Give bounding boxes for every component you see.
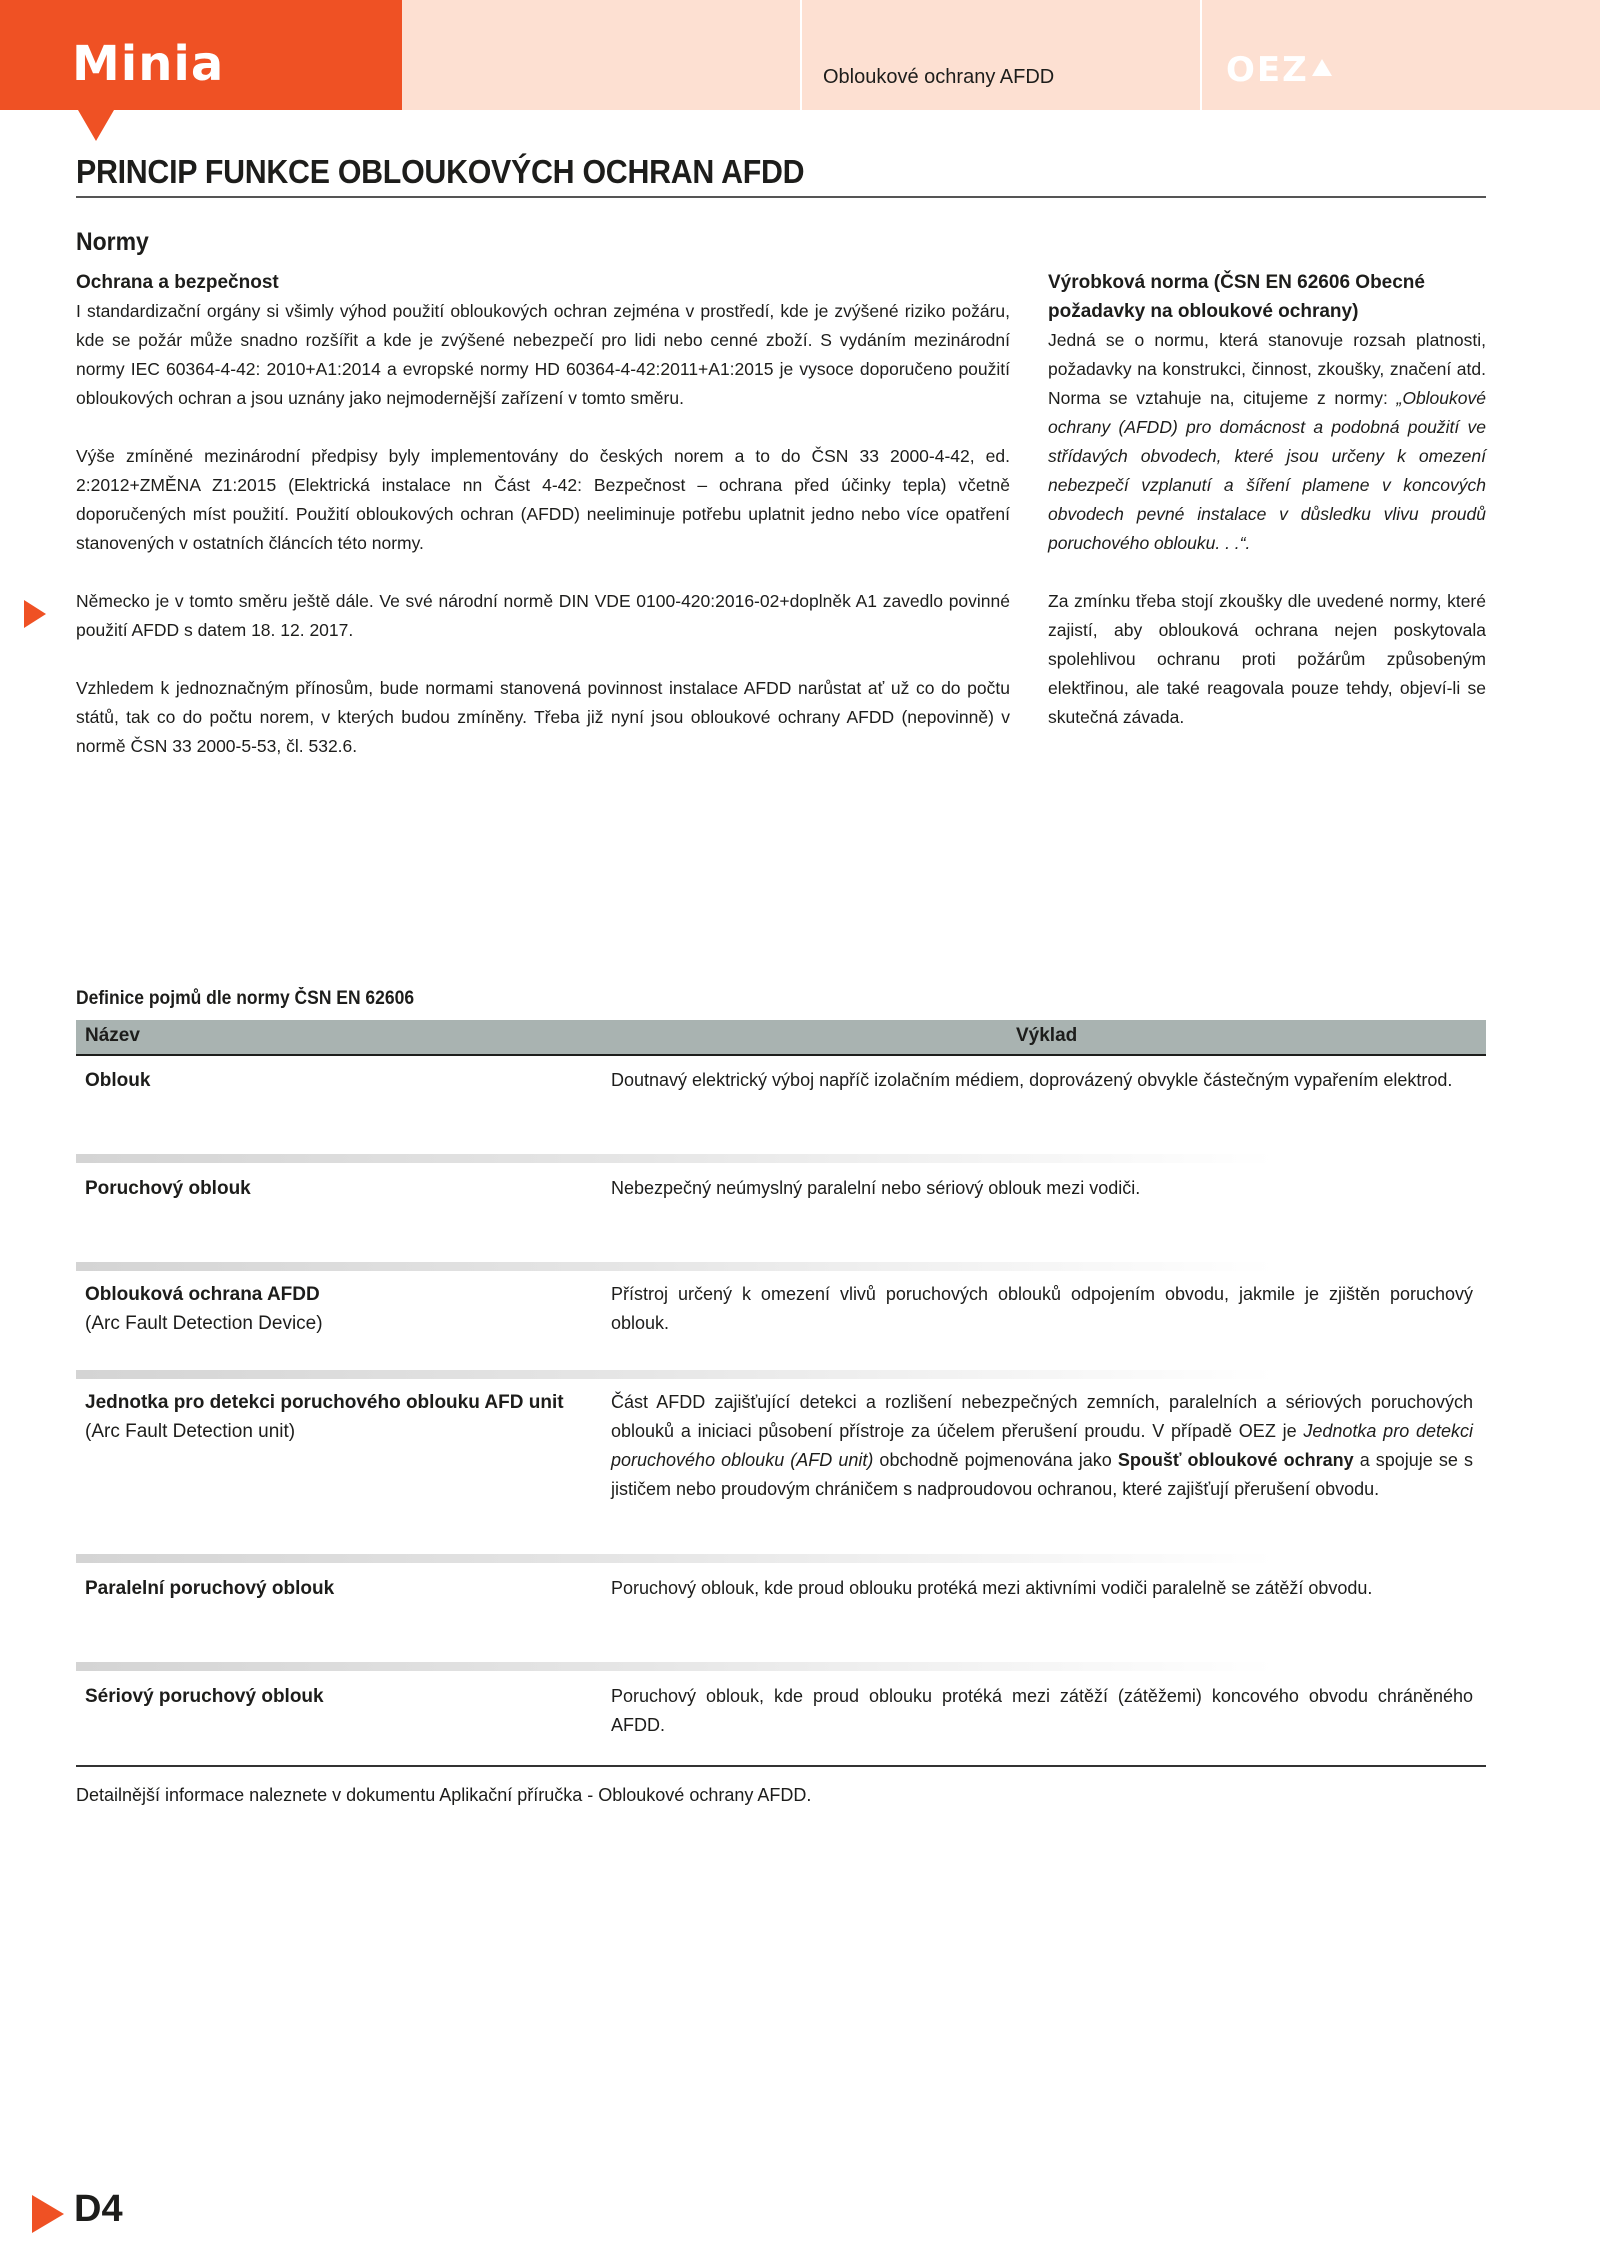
row-separator [76,1154,1486,1163]
table-cell-description: Nebezpečný neúmyslný paralelní nebo sériový oblouk mezi vodiči. [611,1178,1141,1198]
brand-title: Minia [72,36,225,92]
table-header-name: Název [85,1025,140,1046]
left-paragraph-1: I standardizační orgány si všimly výhod použití obloukových ochran zejména v prostředí, kde je zvýšené riziko požáru, kde se požár může snadno rozšířit a kde je zvýšené nebezpečí pro lidi nebo cenné zboží. S vydáním mezinárodní normy IEC 60364-4-42: 2010+A1:2014 a evropské normy HD 60364-4-42:2011+A1:2015 je vysoce doporučeno použití obloukových ochran a jsou uznány jako nejmodernější zařízení v tomto směru. [76,301,1010,408]
table-footnote: Detailnější informace naleznete v dokumentu Aplikační příručka - Obloukové ochrany AFDD. [76,1785,812,1805]
term-subtitle: (Arc Fault Detection unit) [85,1421,296,1442]
term-name: Paralelní poruchový oblouk [85,1578,335,1599]
page-header [0,0,1600,110]
description-part: obchodně pojmenována jako [873,1450,1118,1470]
right-subheading: Výrobková norma (ČSN EN 62606 Obecné požadavky na obloukové ochrany) [1048,272,1425,322]
term-subtitle: (Arc Fault Detection Device) [85,1313,323,1334]
term-name: Sériový poruchový oblouk [85,1686,324,1707]
term-name: Jednotka pro detekci poruchového oblouku AFD unit [85,1392,564,1413]
header-band-1 [402,0,800,110]
row-separator [76,1370,1486,1379]
right-paragraph-1-quote: „Obloukové ochrany (AFDD) pro domácnost a podobná použití ve střídavých obvodech, které jsou určeny k omezení nebezpečí vzplanutí a šíření plamene v koncových obvodech pevné instalace v důsledku vlivu proudů poruchového oblouku. . .“. [1048,388,1486,553]
term-name: Poruchový oblouk [85,1178,251,1199]
left-paragraph-3: Německo je v tomto směru ještě dále. Ve své národní normě DIN VDE 0100-420:2016-02+doplněk A1 zavedlo povinné použití AFDD s datem 18. 12. 2017. [76,591,1010,640]
table-cell-description: Přístroj určený k omezení vlivů poruchových oblouků odpojením obvodu, jakmile je zjištěn poruchový oblouk. [611,1284,1473,1333]
oez-logo-text: OEZ [1226,50,1309,90]
page-number: D4 [74,2188,123,2230]
header-band-2 [802,0,1200,110]
right-column [1048,268,1486,761]
oez-logo [1226,50,1332,90]
header-section-label: Obloukové ochrany AFDD [823,66,1055,88]
table-cell-name [85,1388,585,1446]
row-separator [76,1262,1486,1271]
table-cell-name [85,1574,585,1603]
table-cell-description: Poruchový oblouk, kde proud oblouku protéká mezi aktivními vodiči paralelně se zátěží obvodu. [611,1578,1373,1598]
term-name: Oblouková ochrana AFDD [85,1284,320,1305]
term-name: Oblouk [85,1070,151,1091]
table-header [76,1020,1486,1056]
left-column [76,268,1010,790]
right-paragraph-1 [1048,326,1486,558]
left-paragraph-4: Vzhledem k jednoznačným přínosům, bude normami stanovená povinnost instalace AFDD narůstat ať už co do počtu států, tak co do počtu norem, v kterých budou zmíněny. Třeba již nyní jsou obloukové ochrany AFDD (nepovinně) v normě ČSN 33 2000-5-53, čl. 532.6. [76,678,1010,756]
table-cell-name [85,1280,585,1338]
description-bold: Spoušť obloukové ochrany [1117,1450,1354,1470]
left-paragraph-2: Výše zmíněné mezinárodní předpisy byly implementovány do českých norem a to do ČSN 33 2000-4-42, ed. 2:2012+ZMĚNA Z1:2015 (Elektrická instalace nn Část 4-42: Bezpečnost – ochrana před účinky tepla) včetně doporučených míst použití. Použití obloukových ochran (AFDD) neeliminuje potřebu uplatnit jedno nebo více opatření stanovených v ostatních článcích této normy. [76,446,1010,553]
left-subheading: Ochrana a bezpečnost [76,272,279,293]
table-cell-description [611,1388,1473,1504]
brand-notch-icon [78,110,114,141]
table-cell-description: Doutnavý elektrický výboj napříč izolačním médiem, doprovázený obvykle částečným vypařením elektrod. [611,1070,1453,1090]
table-cell-name [85,1174,585,1203]
page-number-arrow-icon [32,2195,64,2233]
table-cell-name [85,1682,585,1711]
title-divider [76,196,1486,198]
side-marker-arrow-icon [24,600,46,628]
oez-logo-triangle-icon [1312,59,1332,76]
right-paragraph-1-intro: Jedná se o normu, která stanovuje rozsah platnosti, požadavky na konstrukci, činnost, zkoušky, značení atd. Norma se vztahuje na, citujeme z normy: [1048,330,1486,408]
row-separator [76,1554,1486,1563]
row-separator [76,1662,1486,1671]
description-italic: Jednotka pro detekci poruchového oblouku (AFD unit) [611,1421,1473,1470]
section-heading: Normy [76,228,149,256]
right-paragraph-2: Za zmínku třeba stojí zkoušky dle uvedené normy, které zajistí, aby oblouková ochrana nejen poskytovala spolehlivou ochranu proti požárům způsobeným elektřinou, ale také reagovala pouze tehdy, objeví-li se skutečná závada. [1048,591,1486,727]
description-part: a spojuje se s jističem nebo proudovým chráničem s nadproudovou ochranou, které zajišťují přerušení obvodu. [611,1450,1473,1499]
table-caption: Definice pojmů dle normy ČSN EN 62606 [76,988,415,1009]
table-cell-description: Poruchový oblouk, kde proud oblouku protéká mezi zátěží (zátěžemi) koncového obvodu chráněného AFDD. [611,1686,1473,1735]
table-header-description: Výklad [1016,1025,1078,1046]
page-title: PRINCIP FUNKCE OBLOUKOVÝCH OCHRAN AFDD [76,153,805,190]
description-part: Část AFDD zajišťující detekci a rozlišení nebezpečných zemních, paralelních a sériových poruchových oblouků a iniciaci působení přístroje za účelem přerušení proudu. V případě OEZ je [611,1392,1473,1441]
brand-block [0,0,402,110]
table-cell-name [85,1066,585,1095]
table-bottom-rule [76,1765,1486,1767]
